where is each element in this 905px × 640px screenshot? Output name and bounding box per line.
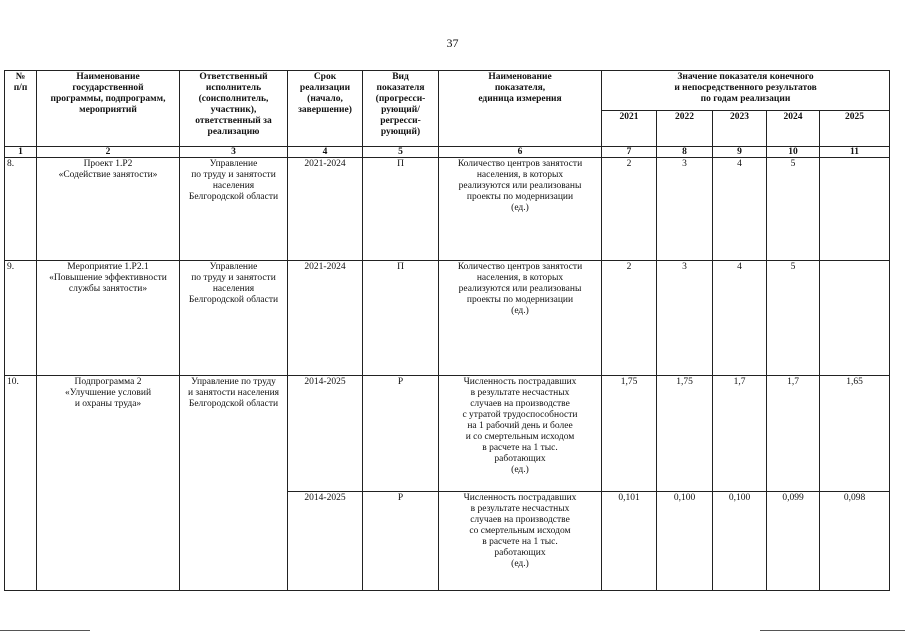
header-num: № п/п xyxy=(5,71,37,147)
row-term: 2021-2024 xyxy=(288,158,363,261)
column-number: 8 xyxy=(657,147,713,158)
column-number: 10 xyxy=(767,147,820,158)
row-value: 2 xyxy=(602,261,657,376)
row-value: 1,65 xyxy=(820,376,890,492)
row-indicator: Численность пострадавших в результате несчастных случаев на производстве с утратой трудоспособности на 1 рабочий день и более и со смертельным исходом в расчете на 1 тыс. работающих (ед.) xyxy=(439,376,602,492)
row-type: П xyxy=(363,158,439,261)
indicators-table xyxy=(4,70,890,591)
row-value: 5 xyxy=(767,261,820,376)
header-name: Наименование государственной программы, подпрограмм, мероприятий xyxy=(37,71,180,147)
column-number: 2 xyxy=(37,147,180,158)
column-number: 3 xyxy=(180,147,288,158)
row-value: 2 xyxy=(602,158,657,261)
row-responsible: Управление по труду и занятости населения Белгородской области xyxy=(180,376,288,591)
row-indicator: Количество центров занятости населения, в которых реализуются или реализованы проекты по модернизации (ед.) xyxy=(439,261,602,376)
row-indicator: Количество центров занятости населения, в которых реализуются или реализованы проекты по модернизации (ед.) xyxy=(439,158,602,261)
row-value: 0,100 xyxy=(713,492,767,591)
row-term: 2014-2025 xyxy=(288,492,363,591)
column-number: 1 xyxy=(5,147,37,158)
table-row xyxy=(5,158,890,261)
column-number: 5 xyxy=(363,147,439,158)
row-value: 1,75 xyxy=(602,376,657,492)
row-responsible: Управление по труду и занятости населения Белгородской области xyxy=(180,158,288,261)
row-value: 0,099 xyxy=(767,492,820,591)
row-value: 1,7 xyxy=(713,376,767,492)
column-number: 6 xyxy=(439,147,602,158)
row-name: Подпрограмма 2 «Улучшение условий и охраны труда» xyxy=(37,376,180,591)
row-value: 1,7 xyxy=(767,376,820,492)
row-value: 4 xyxy=(713,158,767,261)
row-term: 2021-2024 xyxy=(288,261,363,376)
scan-edge-line xyxy=(760,630,905,631)
header-year: 2023 xyxy=(713,111,767,147)
header-year: 2022 xyxy=(657,111,713,147)
row-value: 0,100 xyxy=(657,492,713,591)
row-name: Мероприятие 1.Р2.1 «Повышение эффективности службы занятости» xyxy=(37,261,180,376)
table-row xyxy=(5,261,890,376)
header-responsible: Ответственный исполнитель (соисполнитель, участник), ответственный за реализацию xyxy=(180,71,288,147)
header-year: 2021 xyxy=(602,111,657,147)
row-value: 1,75 xyxy=(657,376,713,492)
header-type: Вид показателя (прогресси- рующий/ регресси- рующий) xyxy=(363,71,439,147)
column-number: 7 xyxy=(602,147,657,158)
header-row xyxy=(5,71,890,111)
row-responsible: Управление по труду и занятости населения Белгородской области xyxy=(180,261,288,376)
row-type: Р xyxy=(363,492,439,591)
column-number: 11 xyxy=(820,147,890,158)
row-value: 3 xyxy=(657,261,713,376)
header-indicator: Наименование показателя, единица измерения xyxy=(439,71,602,147)
header-year: 2025 xyxy=(820,111,890,147)
column-number: 4 xyxy=(288,147,363,158)
row-num: 10. xyxy=(5,376,37,591)
header-values-group: Значение показателя конечного и непосредственного результатов по годам реализации xyxy=(602,71,890,111)
row-value xyxy=(820,158,890,261)
row-term: 2014-2025 xyxy=(288,376,363,492)
row-value: 0,098 xyxy=(820,492,890,591)
row-name: Проект 1.Р2 «Содействие занятости» xyxy=(37,158,180,261)
row-type: Р xyxy=(363,376,439,492)
row-type: П xyxy=(363,261,439,376)
row-value xyxy=(820,261,890,376)
row-value: 3 xyxy=(657,158,713,261)
row-num: 8. xyxy=(5,158,37,261)
row-value: 4 xyxy=(713,261,767,376)
column-number: 9 xyxy=(713,147,767,158)
row-value: 0,101 xyxy=(602,492,657,591)
row-indicator: Численность пострадавших в результате несчастных случаев на производстве со смертельным исходом в расчете на 1 тыс. работающих (ед.) xyxy=(439,492,602,591)
column-number-row xyxy=(5,147,890,158)
row-value: 5 xyxy=(767,158,820,261)
header-term: Срок реализации (начало, завершение) xyxy=(288,71,363,147)
page-number: 37 xyxy=(446,36,459,50)
scan-edge-line xyxy=(0,630,90,631)
header-year: 2024 xyxy=(767,111,820,147)
row-num: 9. xyxy=(5,261,37,376)
table-row xyxy=(5,376,890,492)
